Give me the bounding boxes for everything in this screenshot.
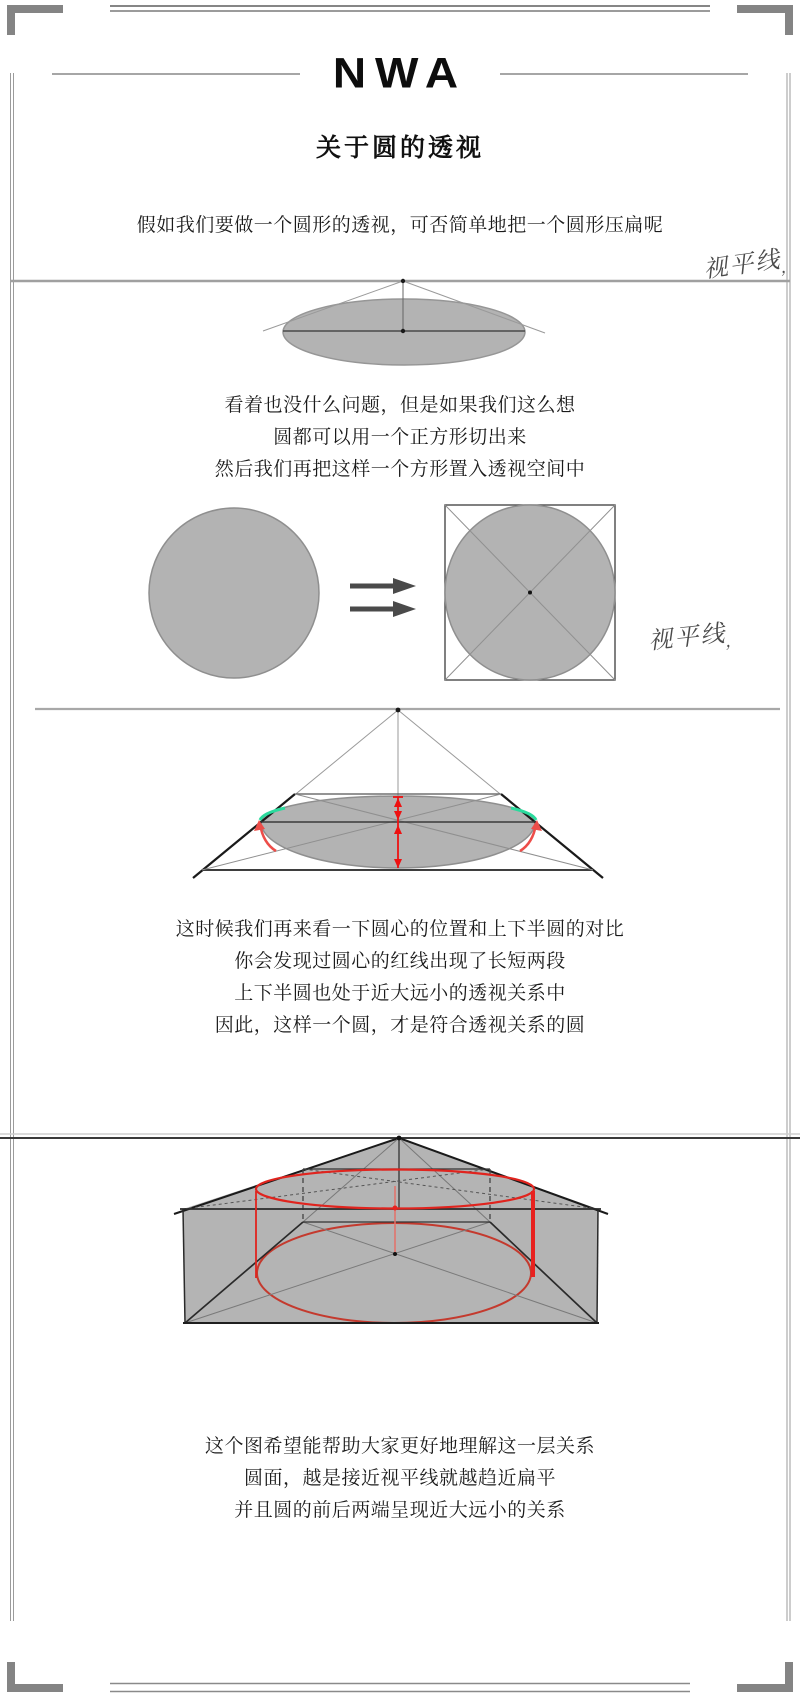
text-line: 你会发现过圆心的红线出现了长短两段 (234, 951, 566, 972)
ellipse-center-dot (401, 329, 405, 333)
text-line: 看着也没什么问题，但是如果我们这么想 (224, 395, 576, 416)
page-title: 关于圆的透视 (315, 134, 484, 162)
horizon-label-text: 视平线 (647, 619, 728, 655)
box-front-right-edge (597, 1209, 598, 1323)
explanation-block-3 (0, 1431, 800, 1527)
arrow-right-icon (350, 578, 416, 594)
corner-bracket-bottom-right (737, 1662, 793, 1692)
horizon-label-mark: ， (779, 257, 800, 277)
cylinder-red-center-dot (393, 1206, 398, 1211)
horizon-label-text: 视平线 (702, 245, 784, 284)
vanishing-point-dot-3 (397, 1136, 402, 1141)
box-gray-body (183, 1138, 598, 1323)
text-line: 上下半圆也处于近大远小的透视关系中 (234, 983, 566, 1004)
text-line: 因此，这样一个圆，才是符合透视关系的圆 (214, 1015, 586, 1036)
square-center-dot (528, 591, 532, 595)
diagram-cylinder-box (0, 1134, 800, 1323)
text-line: 这个图希望能帮助大家更好地理解这一层关系 (204, 1436, 595, 1457)
horizon-label-mark: ， (724, 632, 744, 651)
text-line: 并且圆的前后两端呈现近大远小的关系 (234, 1500, 566, 1521)
arrow-right-icon (350, 601, 416, 617)
vanishing-point-dot-1 (401, 279, 405, 283)
bottom-face-center-dot (393, 1252, 397, 1256)
text-line: 然后我们再把这样一个方形置入透视空间中 (214, 459, 586, 480)
corner-bracket-top-left (7, 5, 63, 35)
brand-logo: NWA (332, 49, 468, 97)
explanation-block-2 (0, 914, 800, 1042)
text-line: 圆都可以用一个正方形切出来 (273, 427, 527, 448)
corner-bracket-bottom-left (7, 1662, 63, 1692)
text-line: 这时候我们再来看一下圆心的位置和上下半圆的对比 (175, 919, 625, 940)
diagram-circle-to-square (149, 505, 615, 680)
intro-text: 假如我们要做一个圆形的透视，可否简单地把一个圆形压扁呢 (136, 215, 664, 236)
plain-circle (149, 508, 319, 678)
diagram-flat-ellipse (10, 279, 790, 365)
vanishing-point-dot-2 (396, 708, 401, 713)
explanation-block-1 (0, 390, 800, 486)
text-line: 圆面，越是接近视平线就越趋近扁平 (243, 1468, 556, 1489)
diagram-perspective-circle (35, 708, 780, 878)
corner-bracket-top-right (737, 5, 793, 35)
